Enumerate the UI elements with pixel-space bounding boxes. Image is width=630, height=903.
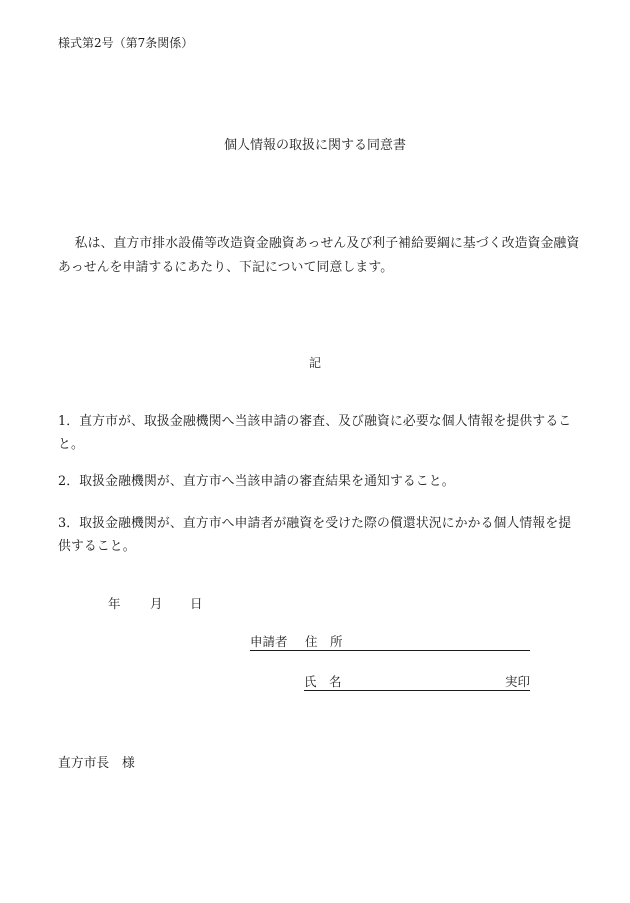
consent-item-2: 2．取扱金融機関が、直方市へ当該申請の審査結果を通知すること。 bbox=[58, 474, 455, 489]
consent-item-3: 3．取扱金融機関が、直方市へ申請者が融資を受けた際の償還状況にかかる個人情報を提供すること。 bbox=[58, 516, 572, 554]
addressee: 直方市長 様 bbox=[58, 756, 135, 771]
name-label: 氏 名 bbox=[304, 674, 342, 689]
date-year-label: 年 bbox=[108, 596, 121, 611]
consent-item-1: 1．直方市が、取扱金融機関へ当該申請の審査、及び融資に必要な個人情報を提供すること。 bbox=[58, 414, 572, 452]
date-day-label: 日 bbox=[190, 596, 203, 611]
applicant-address-line bbox=[250, 632, 530, 651]
date-month-label: 月 bbox=[150, 596, 163, 611]
seal-label: 実印 bbox=[504, 674, 530, 689]
address-label: 住 所 bbox=[305, 634, 343, 649]
document-title: 個人情報の取扱に関する同意書 bbox=[223, 138, 406, 153]
applicant-name-line bbox=[304, 672, 530, 691]
consent-statement: 私は、直方市排水設備等改造資金融資あっせん及び利子補給要綱に基づく改造資金融資あっせんを申請するにあたり、下記について同意します。 bbox=[58, 236, 580, 275]
ki-heading: 記 bbox=[308, 356, 321, 370]
applicant-label: 申請者 bbox=[250, 634, 288, 649]
form-number: 様式第2号（第7条関係） bbox=[58, 36, 194, 50]
